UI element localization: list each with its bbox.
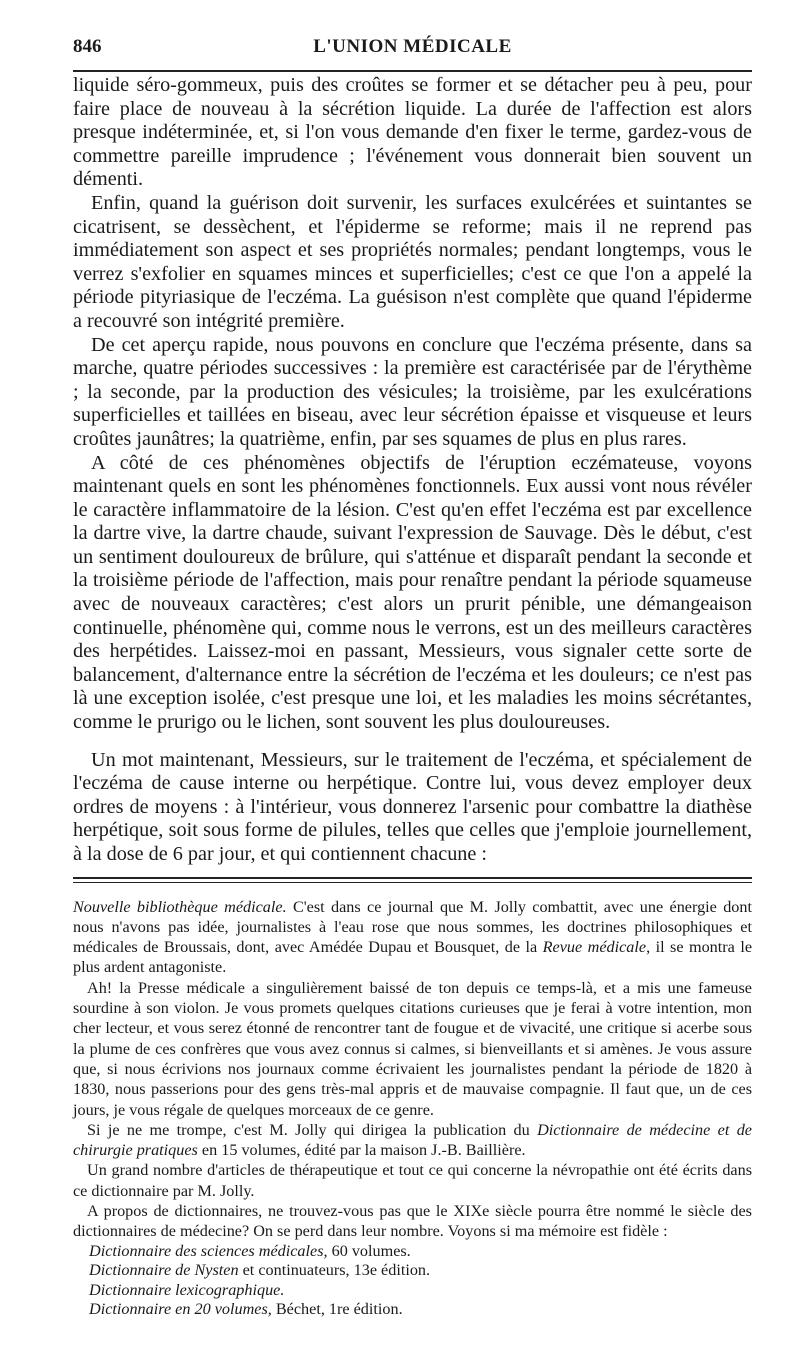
dictionary-title: Dictionnaire en 20 volumes, [89, 1300, 272, 1319]
dictionary-title: Dictionnaire lexicographique. [89, 1280, 285, 1299]
dictionary-list [73, 1242, 752, 1320]
article-paragraph-4: A côté de ces phénomènes objectifs de l'éruption eczémateuse, voyons maintenant quels en sont les phénomènes fonctionnels. Eux aussi vont nous révéler le caractère inflammatoire de la lésion. C'est qu'en effet l'eczéma est par excellence la dartre vive, la dartre chaude, suivant l'expression de Sauvage. Dès le début, c'est un sentiment douloureux de brûlure, qui s'atténue et disparaît pendant la seconde et la troisième période de l'affection, mais pour renaître pendant la période squameuse avec de nouveaux caractères; c'est alors un prurit pénible, une démangeaison continuelle, phénomène qui, comme nous le verrons, est un des meilleurs caractères des herpétides. Laissez-moi en passant, Messieurs, vous signaler cette sorte de balancement, d'alternance entre la sécrétion de l'eczéma et les douleurs; ce n'est pas là une exception isolée, c'est presque une loi, et les maladies les moins sécrétantes, comme le prurigo ou le lichen, sont souvent les plus douloureuses. [73, 451, 752, 734]
header-rule [73, 70, 752, 72]
dictionary-list-item [73, 1242, 752, 1262]
feuilleton-section [73, 897, 752, 1320]
dictionary-list-item [73, 1300, 752, 1320]
dictionary-title: Dictionnaire de Nysten [89, 1261, 239, 1280]
article-paragraph-3: De cet aperçu rapide, nous pouvons en conclure que l'eczéma présente, dans sa marche, quatre périodes successives : la première est caractérisée par de l'érythème ; la seconde, par la production des vésicules; la troisième, par les exulcérations superficielles et taillées en biseau, avec leur sécrétion épaisse et visqueuse et leurs croûtes jaunâtres; la quatrième, enfin, par ses squames de plus en plus rares. [73, 333, 752, 450]
dictionary-title: Dictionnaire des sciences médicales, [89, 1241, 328, 1260]
article-paragraph-2: Enfin, quand la guérison doit survenir, les surfaces exulcérées et suintantes se cicatrisent, se dessèchent, et l'épiderme se reforme; mais il ne reprend pas immédiatement son aspect et ses propriétés normales; pendant longtemps, vous le verrez s'exfolier en squames minces et superficielles; c'est ce que l'on a appelé la période pityriasique de l'eczéma. La guésison n'est complète que quand l'épiderme a recouvré son intégrité première. [73, 191, 752, 332]
dictionary-detail: 60 volumes. [327, 1241, 411, 1260]
dictionary-title-italic: Dictionnaire de médecine et de chirurgie pratiques [73, 1120, 752, 1160]
dictionary-detail: Béchet, 1re édition. [271, 1300, 403, 1319]
feuilleton-text: en 15 volumes, édité par la maison J.-B. Baillière. [197, 1141, 526, 1160]
feuilleton-paragraph-3 [73, 1120, 752, 1161]
feuilleton-paragraph-1 [73, 897, 752, 978]
feuilleton-divider [73, 877, 752, 883]
page-number: 846 [73, 36, 102, 57]
feuilleton-paragraph-2: Ah! la Presse médicale a singulièrement baissé de ton depuis ce temps-là, et a mis une fameuse sourdine à son violon. Je vous promets quelques citations curieuses que je ferai à votre intention, mon cher lecteur, et vous serez étonné de rencontrer tant de fougue et de vivacité, une critique si acerbe sous la plume de ces confrères que vous avez connus si calmes, si bienveillants et si amènes. Je vous assure que, si nous écrivions nos journaux comme écrivaient les journalistes pendant la période de 1820 à 1830, nous passerions pour des gens très-mal appris et de mauvaise compagnie. Il faut que, un de ces jours, je vous régale de quelques morceaux de ce genre. [73, 978, 752, 1119]
feuilleton-paragraph-5: A propos de dictionnaires, ne trouvez-vous pas que le XIXe siècle pourra être nommé le siècle des dictionnaires de médecine? On se perd dans leur nombre. Voyons si ma mémoire est fidèle : [73, 1202, 752, 1241]
journal-name-italic: Nouvelle bibliothèque médicale. [73, 897, 287, 916]
feuilleton-text: C'est dans ce journal que M. Jolly combattit, avec une énergie dont nous n'avons pas idée, journalistes à l'eau rose que nous sommes, les doctrines philosophiques et médicales de Broussais, dont, avec Amédée Dupau et Bousquet, de la [73, 897, 752, 957]
dictionary-list-item [73, 1281, 752, 1301]
revue-name-italic: Revue médicale [542, 938, 647, 957]
feuilleton-paragraph-4: Un grand nombre d'articles de thérapeutique et tout ce qui concerne la névropathie ont été écrits dans ce dictionnaire par M. Jolly. [73, 1161, 752, 1200]
main-article [73, 74, 752, 867]
journal-title: L'UNION MÉDICALE [313, 36, 512, 57]
article-paragraph-1: liquide séro-gommeux, puis des croûtes se former et se détacher peu à peu, pour faire place de nouveau à la sécrétion liquide. La durée de l'affection est alors presque indéterminée, et, si l'on vous demande d'en fixer le terme, gardez-vous de commettre pareille imprudence ; l'événement vous donnerait bien souvent un démenti. [73, 74, 752, 191]
feuilleton-text: Si je ne me trompe, c'est M. Jolly qui dirigea la publication du [87, 1120, 538, 1139]
page-header [73, 30, 752, 64]
feuilleton-text: , il se montra le plus ardent antagoniste. [73, 938, 753, 977]
dictionary-list-item [73, 1261, 752, 1281]
article-paragraph-5: Un mot maintenant, Messieurs, sur le traitement de l'eczéma, et spécialement de l'eczéma de cause interne ou herpétique. Contre lui, vous devez employer deux ordres de moyens : à l'intérieur, vous donnerez l'arsenic pour combattre la diathèse herpétique, soit sous forme de pilules, telles que celles que j'emploie journellement, à la dose de 6 par jour, et qui contiennent chacune : [73, 748, 752, 865]
dictionary-detail: et continuateurs, 13e édition. [238, 1261, 431, 1280]
